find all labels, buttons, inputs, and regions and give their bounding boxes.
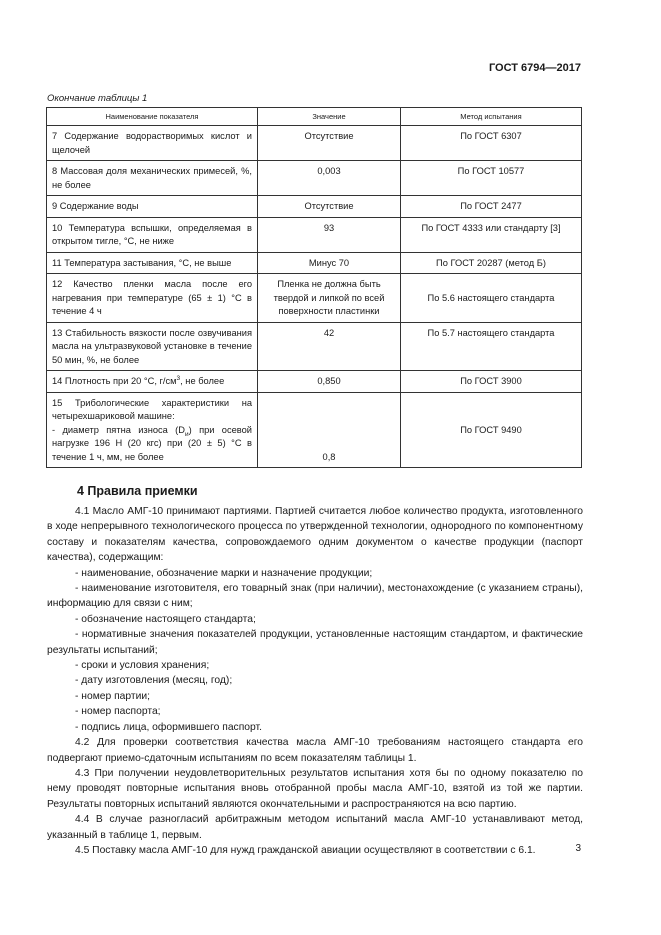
table-row xyxy=(47,392,582,468)
indicator-cell xyxy=(47,371,258,393)
paragraph: 4.4 В случае разногласий арбитражным методом испытаний масла АМГ-10 устанавливают метод, указанный в таблице 1, первым. xyxy=(47,814,583,841)
list-item: - дату изготовления (месяц, год); xyxy=(75,675,233,687)
section-title: 4 Правила приемки xyxy=(77,484,198,498)
document-id: ГОСТ 6794—2017 xyxy=(488,62,581,74)
subscript: и xyxy=(184,430,189,438)
list-item: - нормативные значения показателей продукции, установленные настоящим стандартом, и фактические результаты испытаний; xyxy=(47,629,583,656)
table-header-row xyxy=(47,108,582,126)
specification-table xyxy=(46,107,582,468)
list-item: - номер паспорта; xyxy=(75,706,161,718)
indicator-cell: 9 Содержание воды xyxy=(47,196,258,218)
method-cell: По ГОСТ 20287 (метод Б) xyxy=(401,252,582,274)
table-row xyxy=(47,252,582,274)
indicator-cell: 8 Массовая доля механических примесей, %, не более xyxy=(47,161,258,196)
value-cell: Пленка не должна быть твердой и липкой по всей поверхности пластинки xyxy=(258,274,401,323)
column-header-indicator: Наименование показателя xyxy=(47,108,258,126)
column-header-method: Метод испытания xyxy=(401,108,582,126)
indicator-text: 15 Трибологические характеристики на четырехшариковой машине: xyxy=(52,397,252,421)
method-cell: По ГОСТ 2477 xyxy=(401,196,582,218)
table-row xyxy=(47,196,582,218)
table-row xyxy=(47,322,582,371)
method-cell: По ГОСТ 9490 xyxy=(401,392,582,468)
page-number: 3 xyxy=(575,843,581,854)
indicator-cell: 11 Температура застывания, °С, не выше xyxy=(47,252,258,274)
table-row xyxy=(47,161,582,196)
section-body xyxy=(47,504,583,858)
value-cell: 0,850 xyxy=(258,371,401,393)
paragraph: 4.5 Поставку масла АМГ-10 для нужд гражданской авиации осуществляют в соответствии с 6.1. xyxy=(75,844,536,856)
table-row xyxy=(47,217,582,252)
value-cell: Минус 70 xyxy=(258,252,401,274)
method-cell: По ГОСТ 10577 xyxy=(401,161,582,196)
value-cell: 42 xyxy=(258,322,401,371)
paragraph: 4.2 Для проверки соответствия качества масла АМГ-10 требованиям настоящего стандарта его подвергают приемо-сдаточным испытаниям по всем показателям таблицы 1. xyxy=(47,737,583,764)
table-caption: Окончание таблицы 1 xyxy=(47,93,148,104)
value-cell: Отсутствие xyxy=(258,126,401,161)
paragraph: 4.1 Масло АМГ-10 принимают партиями. Партией считается любое количество продукта, изготовленного в ходе непрерывного технологического процесса по утвержденной технологии, однородного по компонентному составу и показателям качества, сопровождаемого одним документом о качестве продукции (паспорт качества), содержащим: xyxy=(47,506,583,564)
indicator-cell: 10 Температура вспышки, определяемая в открытом тигле, °С, не ниже xyxy=(47,217,258,252)
indicator-text: , не более xyxy=(180,376,225,386)
value-cell: 0,003 xyxy=(258,161,401,196)
indicator-text: - диаметр пятна износа (D xyxy=(52,424,185,435)
indicator-text: ) при осевой нагрузке 196 Н (20 кгс) при (20 ± 5) °С в течение 1 ч, мм, не более xyxy=(52,424,252,462)
method-cell: По ГОСТ 4333 или стандарту [3] xyxy=(401,217,582,252)
paragraph: 4.3 При получении неудовлетворительных результатов испытания хотя бы по одному показателю по нему проводят повторные испытания вновь отобранной пробы масла АМГ-10, взятой из той же партии. Результаты повторных испытаний являются окончательными и распространяются на всю партию. xyxy=(47,767,583,810)
list-item: - номер партии; xyxy=(75,690,150,702)
table-row xyxy=(47,274,582,323)
method-cell: По 5.6 настоящего стандарта xyxy=(401,274,582,323)
method-cell: По ГОСТ 3900 xyxy=(401,371,582,393)
value-cell: 0,8 xyxy=(258,392,401,468)
indicator-cell: 12 Качество пленки масла после его нагревания при температуре (65 ± 1) °С в течение 4 ч xyxy=(47,274,258,323)
value-cell: 93 xyxy=(258,217,401,252)
list-item: - сроки и условия хранения; xyxy=(75,660,210,672)
list-item: - наименование изготовителя, его товарный знак (при наличии), местонахождение (с указанием страны), информацию для связи с ним; xyxy=(47,583,583,610)
list-item: - наименование, обозначение марки и назначение продукции; xyxy=(75,567,373,579)
list-item: - обозначение настоящего стандарта; xyxy=(75,613,256,625)
superscript: 3 xyxy=(176,374,181,382)
column-header-value: Значение xyxy=(258,108,401,126)
table-row xyxy=(47,371,582,393)
table-row xyxy=(47,126,582,161)
indicator-text: 14 Плотность при 20 °С, г/см xyxy=(52,376,177,386)
method-cell: По 5.7 настоящего стандарта xyxy=(401,322,582,371)
method-cell: По ГОСТ 6307 xyxy=(401,126,582,161)
list-item: - подпись лица, оформившего паспорт. xyxy=(75,721,262,733)
indicator-cell: 13 Стабильность вязкости после озвучивания масла на ультразвуковой установке в течение 50 мин, %, не более xyxy=(47,322,258,371)
indicator-cell: 7 Содержание водорастворимых кислот и щелочей xyxy=(47,126,258,161)
value-cell: Отсутствие xyxy=(258,196,401,218)
indicator-cell xyxy=(47,392,258,468)
